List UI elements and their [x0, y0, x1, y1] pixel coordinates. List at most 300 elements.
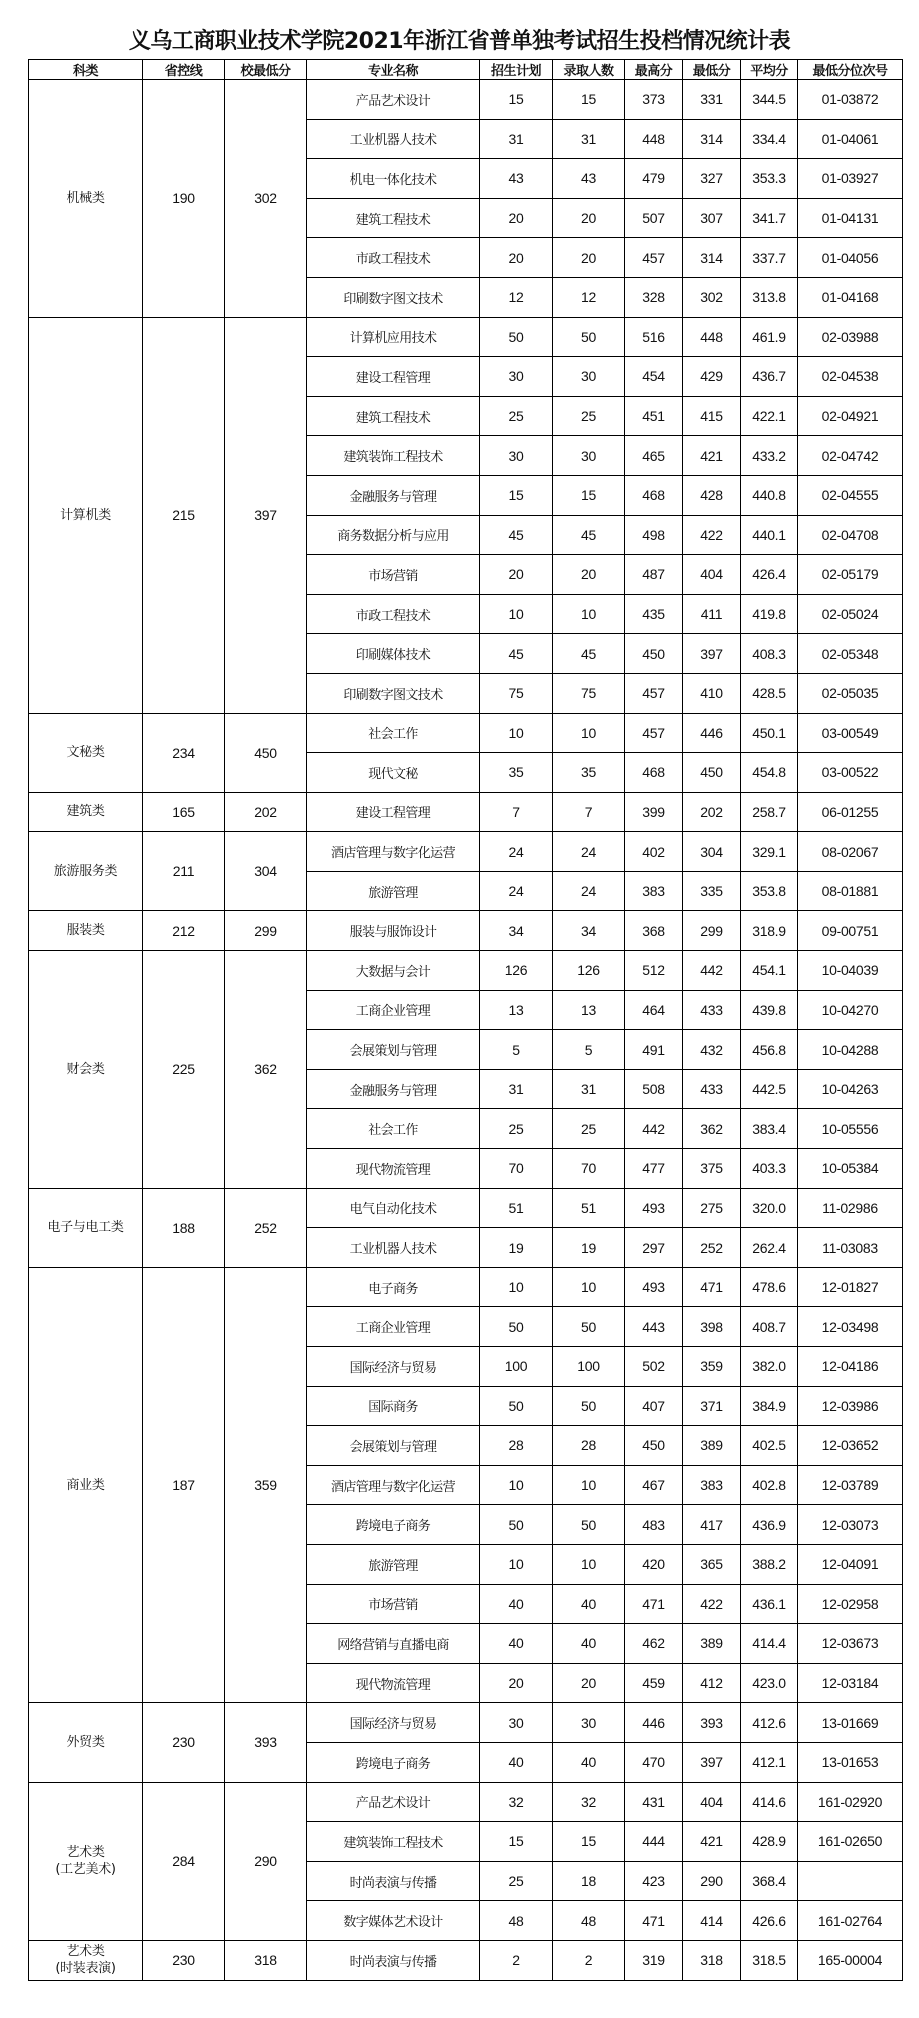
min-rank-cell: 12-03652 [798, 1426, 903, 1466]
category-cell: 建筑类 [29, 792, 143, 832]
plan-cell: 7 [480, 792, 553, 832]
max-score-cell: 328 [625, 277, 683, 317]
min-score-cell: 417 [683, 1505, 741, 1545]
avg-score-cell: 353.3 [741, 159, 798, 199]
min-rank-cell: 01-04131 [798, 198, 903, 238]
min-rank-cell: 06-01255 [798, 792, 903, 832]
major-name-cell: 国际经济与贸易 [307, 1703, 480, 1743]
category-cell: 财会类 [29, 951, 143, 1189]
max-score-cell: 483 [625, 1505, 683, 1545]
avg-score-cell: 414.6 [741, 1782, 798, 1822]
admitted-cell: 50 [553, 1505, 625, 1545]
table-row [29, 317, 903, 357]
min-rank-cell: 12-03073 [798, 1505, 903, 1545]
plan-cell: 31 [480, 119, 553, 159]
major-name-cell: 建筑装饰工程技术 [307, 1822, 480, 1862]
major-name-cell: 市场营销 [307, 1584, 480, 1624]
avg-score-cell: 337.7 [741, 238, 798, 278]
plan-cell: 30 [480, 357, 553, 397]
admitted-cell: 40 [553, 1742, 625, 1782]
school-min-cell: 252 [225, 1188, 307, 1267]
min-score-cell: 397 [683, 634, 741, 674]
school-min-cell: 318 [225, 1940, 307, 1980]
school-min-cell: 290 [225, 1782, 307, 1940]
min-score-cell: 365 [683, 1544, 741, 1584]
admitted-cell: 50 [553, 1307, 625, 1347]
min-rank-cell: 13-01653 [798, 1742, 903, 1782]
school-min-cell: 393 [225, 1703, 307, 1782]
major-name-cell: 跨境电子商务 [307, 1742, 480, 1782]
plan-cell: 13 [480, 990, 553, 1030]
avg-score-cell: 318.9 [741, 911, 798, 951]
min-score-cell: 433 [683, 1069, 741, 1109]
major-name-cell: 印刷媒体技术 [307, 634, 480, 674]
min-score-cell: 448 [683, 317, 741, 357]
control-line-cell: 284 [143, 1782, 225, 1940]
max-score-cell: 448 [625, 119, 683, 159]
min-score-cell: 389 [683, 1426, 741, 1466]
plan-cell: 43 [480, 159, 553, 199]
plan-cell: 50 [480, 1386, 553, 1426]
min-score-cell: 290 [683, 1861, 741, 1901]
major-name-cell: 产品艺术设计 [307, 80, 480, 120]
max-score-cell: 450 [625, 634, 683, 674]
min-rank-cell: 10-04263 [798, 1069, 903, 1109]
admitted-cell: 75 [553, 673, 625, 713]
major-name-cell: 旅游管理 [307, 871, 480, 911]
max-score-cell: 420 [625, 1544, 683, 1584]
min-score-cell: 314 [683, 238, 741, 278]
min-score-cell: 421 [683, 436, 741, 476]
major-name-cell: 工商企业管理 [307, 1307, 480, 1347]
plan-cell: 35 [480, 753, 553, 793]
max-score-cell: 383 [625, 871, 683, 911]
max-score-cell: 477 [625, 1149, 683, 1189]
control-line-cell: 234 [143, 713, 225, 792]
max-score-cell: 457 [625, 713, 683, 753]
avg-score-cell: 402.5 [741, 1426, 798, 1466]
major-name-cell: 建筑装饰工程技术 [307, 436, 480, 476]
min-rank-cell: 02-04921 [798, 396, 903, 436]
min-rank-cell: 12-04186 [798, 1347, 903, 1387]
avg-score-cell: 440.1 [741, 515, 798, 555]
category-cell: 商业类 [29, 1267, 143, 1703]
max-score-cell: 479 [625, 159, 683, 199]
major-name-cell: 产品艺术设计 [307, 1782, 480, 1822]
admitted-cell: 32 [553, 1782, 625, 1822]
min-rank-cell: 02-04555 [798, 475, 903, 515]
avg-score-cell: 353.8 [741, 871, 798, 911]
admitted-cell: 28 [553, 1426, 625, 1466]
avg-score-cell: 383.4 [741, 1109, 798, 1149]
admitted-cell: 10 [553, 713, 625, 753]
table-row [29, 1940, 903, 1980]
major-name-cell: 金融服务与管理 [307, 475, 480, 515]
avg-score-cell: 478.6 [741, 1267, 798, 1307]
plan-cell: 34 [480, 911, 553, 951]
avg-score-cell: 402.8 [741, 1465, 798, 1505]
min-rank-cell: 11-02986 [798, 1188, 903, 1228]
max-score-cell: 516 [625, 317, 683, 357]
max-score-cell: 465 [625, 436, 683, 476]
avg-score-cell: 403.3 [741, 1149, 798, 1189]
header-plan: 招生计划 [480, 60, 553, 80]
min-score-cell: 398 [683, 1307, 741, 1347]
plan-cell: 50 [480, 317, 553, 357]
table-row [29, 1703, 903, 1743]
plan-cell: 25 [480, 396, 553, 436]
school-min-cell: 397 [225, 317, 307, 713]
major-name-cell: 社会工作 [307, 1109, 480, 1149]
max-score-cell: 443 [625, 1307, 683, 1347]
admitted-cell: 20 [553, 555, 625, 595]
max-score-cell: 491 [625, 1030, 683, 1070]
max-score-cell: 487 [625, 555, 683, 595]
max-score-cell: 459 [625, 1663, 683, 1703]
admitted-cell: 126 [553, 951, 625, 991]
min-score-cell: 442 [683, 951, 741, 991]
admitted-cell: 10 [553, 1465, 625, 1505]
admitted-cell: 15 [553, 80, 625, 120]
min-rank-cell: 165-00004 [798, 1940, 903, 1980]
min-rank-cell: 01-03927 [798, 159, 903, 199]
major-name-cell: 建设工程管理 [307, 792, 480, 832]
avg-score-cell: 422.1 [741, 396, 798, 436]
max-score-cell: 471 [625, 1901, 683, 1941]
min-rank-cell: 12-01827 [798, 1267, 903, 1307]
plan-cell: 25 [480, 1109, 553, 1149]
min-rank-cell: 12-04091 [798, 1544, 903, 1584]
min-score-cell: 252 [683, 1228, 741, 1268]
min-score-cell: 432 [683, 1030, 741, 1070]
plan-cell: 48 [480, 1901, 553, 1941]
max-score-cell: 470 [625, 1742, 683, 1782]
avg-score-cell: 384.9 [741, 1386, 798, 1426]
min-score-cell: 411 [683, 594, 741, 634]
min-rank-cell: 01-04056 [798, 238, 903, 278]
avg-score-cell: 433.2 [741, 436, 798, 476]
admitted-cell: 24 [553, 832, 625, 872]
admitted-cell: 31 [553, 1069, 625, 1109]
admitted-cell: 50 [553, 317, 625, 357]
min-score-cell: 275 [683, 1188, 741, 1228]
header-major-name: 专业名称 [307, 60, 480, 80]
avg-score-cell: 408.3 [741, 634, 798, 674]
major-name-cell: 现代文秘 [307, 753, 480, 793]
avg-score-cell: 461.9 [741, 317, 798, 357]
min-score-cell: 415 [683, 396, 741, 436]
control-line-cell: 212 [143, 911, 225, 951]
major-name-cell: 网络营销与直播电商 [307, 1624, 480, 1664]
header-min-score: 最低分 [683, 60, 741, 80]
admitted-cell: 20 [553, 238, 625, 278]
category-cell: 文秘类 [29, 713, 143, 792]
major-name-cell: 会展策划与管理 [307, 1030, 480, 1070]
min-rank-cell: 10-04288 [798, 1030, 903, 1070]
avg-score-cell: 320.0 [741, 1188, 798, 1228]
max-score-cell: 498 [625, 515, 683, 555]
min-rank-cell [798, 1861, 903, 1901]
control-line-cell: 190 [143, 80, 225, 318]
avg-score-cell: 419.8 [741, 594, 798, 634]
min-rank-cell: 01-04168 [798, 277, 903, 317]
plan-cell: 15 [480, 1822, 553, 1862]
major-name-cell: 市政工程技术 [307, 594, 480, 634]
plan-cell: 70 [480, 1149, 553, 1189]
school-min-cell: 359 [225, 1267, 307, 1703]
admitted-cell: 10 [553, 1544, 625, 1584]
major-name-cell: 跨境电子商务 [307, 1505, 480, 1545]
plan-cell: 20 [480, 1663, 553, 1703]
plan-cell: 15 [480, 80, 553, 120]
min-score-cell: 304 [683, 832, 741, 872]
major-name-cell: 国际商务 [307, 1386, 480, 1426]
category-cell: 机械类 [29, 80, 143, 318]
header-control-line: 省控线 [143, 60, 225, 80]
min-score-cell: 404 [683, 555, 741, 595]
min-rank-cell: 10-04270 [798, 990, 903, 1030]
max-score-cell: 454 [625, 357, 683, 397]
max-score-cell: 457 [625, 673, 683, 713]
admission-table [28, 59, 903, 1981]
admitted-cell: 10 [553, 1267, 625, 1307]
plan-cell: 24 [480, 832, 553, 872]
plan-cell: 5 [480, 1030, 553, 1070]
max-score-cell: 442 [625, 1109, 683, 1149]
max-score-cell: 468 [625, 753, 683, 793]
admitted-cell: 100 [553, 1347, 625, 1387]
avg-score-cell: 388.2 [741, 1544, 798, 1584]
avg-score-cell: 334.4 [741, 119, 798, 159]
admitted-cell: 70 [553, 1149, 625, 1189]
avg-score-cell: 412.1 [741, 1742, 798, 1782]
school-min-cell: 362 [225, 951, 307, 1189]
avg-score-cell: 436.9 [741, 1505, 798, 1545]
plan-cell: 30 [480, 1703, 553, 1743]
plan-cell: 45 [480, 634, 553, 674]
plan-cell: 19 [480, 1228, 553, 1268]
min-rank-cell: 01-04061 [798, 119, 903, 159]
min-score-cell: 433 [683, 990, 741, 1030]
min-score-cell: 421 [683, 1822, 741, 1862]
plan-cell: 10 [480, 1267, 553, 1307]
header-row [29, 60, 903, 80]
admitted-cell: 43 [553, 159, 625, 199]
max-score-cell: 297 [625, 1228, 683, 1268]
min-rank-cell: 161-02920 [798, 1782, 903, 1822]
plan-cell: 100 [480, 1347, 553, 1387]
admitted-cell: 30 [553, 436, 625, 476]
max-score-cell: 368 [625, 911, 683, 951]
min-rank-cell: 10-05384 [798, 1149, 903, 1189]
plan-cell: 30 [480, 436, 553, 476]
avg-score-cell: 442.5 [741, 1069, 798, 1109]
plan-cell: 31 [480, 1069, 553, 1109]
min-score-cell: 422 [683, 515, 741, 555]
control-line-cell: 225 [143, 951, 225, 1189]
avg-score-cell: 456.8 [741, 1030, 798, 1070]
header-school-min: 校最低分 [225, 60, 307, 80]
avg-score-cell: 428.9 [741, 1822, 798, 1862]
major-name-cell: 酒店管理与数字化运营 [307, 1465, 480, 1505]
admitted-cell: 12 [553, 277, 625, 317]
admitted-cell: 24 [553, 871, 625, 911]
min-rank-cell: 02-04708 [798, 515, 903, 555]
avg-score-cell: 454.1 [741, 951, 798, 991]
admitted-cell: 10 [553, 594, 625, 634]
min-score-cell: 389 [683, 1624, 741, 1664]
min-score-cell: 359 [683, 1347, 741, 1387]
admitted-cell: 45 [553, 515, 625, 555]
major-name-cell: 旅游管理 [307, 1544, 480, 1584]
admitted-cell: 15 [553, 1822, 625, 1862]
plan-cell: 51 [480, 1188, 553, 1228]
control-line-cell: 165 [143, 792, 225, 832]
min-rank-cell: 08-01881 [798, 871, 903, 911]
plan-cell: 25 [480, 1861, 553, 1901]
avg-score-cell: 440.8 [741, 475, 798, 515]
admitted-cell: 34 [553, 911, 625, 951]
min-rank-cell: 09-00751 [798, 911, 903, 951]
admitted-cell: 30 [553, 357, 625, 397]
min-score-cell: 299 [683, 911, 741, 951]
header-avg-score: 平均分 [741, 60, 798, 80]
min-rank-cell: 02-05179 [798, 555, 903, 595]
plan-cell: 10 [480, 1544, 553, 1584]
max-score-cell: 493 [625, 1267, 683, 1307]
min-rank-cell: 12-03498 [798, 1307, 903, 1347]
plan-cell: 45 [480, 515, 553, 555]
max-score-cell: 444 [625, 1822, 683, 1862]
min-score-cell: 429 [683, 357, 741, 397]
category-cell: 计算机类 [29, 317, 143, 713]
major-name-cell: 商务数据分析与应用 [307, 515, 480, 555]
table-row [29, 832, 903, 872]
plan-cell: 10 [480, 1465, 553, 1505]
header-min-rank: 最低分位次号 [798, 60, 903, 80]
avg-score-cell: 382.0 [741, 1347, 798, 1387]
avg-score-cell: 436.1 [741, 1584, 798, 1624]
major-name-cell: 社会工作 [307, 713, 480, 753]
max-score-cell: 446 [625, 1703, 683, 1743]
min-score-cell: 397 [683, 1742, 741, 1782]
plan-cell: 126 [480, 951, 553, 991]
table-row [29, 1782, 903, 1822]
major-name-cell: 印刷数字图文技术 [307, 277, 480, 317]
plan-cell: 50 [480, 1505, 553, 1545]
avg-score-cell: 414.4 [741, 1624, 798, 1664]
avg-score-cell: 412.6 [741, 1703, 798, 1743]
avg-score-cell: 426.4 [741, 555, 798, 595]
admitted-cell: 48 [553, 1901, 625, 1941]
min-rank-cell: 03-00522 [798, 753, 903, 793]
major-name-cell: 电气自动化技术 [307, 1188, 480, 1228]
avg-score-cell: 341.7 [741, 198, 798, 238]
admitted-cell: 2 [553, 1940, 625, 1980]
avg-score-cell: 258.7 [741, 792, 798, 832]
min-score-cell: 410 [683, 673, 741, 713]
max-score-cell: 399 [625, 792, 683, 832]
avg-score-cell: 408.7 [741, 1307, 798, 1347]
major-name-cell: 服装与服饰设计 [307, 911, 480, 951]
min-rank-cell: 13-01669 [798, 1703, 903, 1743]
admitted-cell: 13 [553, 990, 625, 1030]
max-score-cell: 373 [625, 80, 683, 120]
plan-cell: 75 [480, 673, 553, 713]
table-row [29, 713, 903, 753]
admitted-cell: 35 [553, 753, 625, 793]
min-rank-cell: 10-04039 [798, 951, 903, 991]
plan-cell: 40 [480, 1624, 553, 1664]
min-score-cell: 450 [683, 753, 741, 793]
page-title: 义乌工商职业技术学院2021年浙江省普单独考试招生投档情况统计表 [128, 29, 791, 54]
min-rank-cell: 02-05348 [798, 634, 903, 674]
max-score-cell: 462 [625, 1624, 683, 1664]
major-name-cell: 国际经济与贸易 [307, 1347, 480, 1387]
avg-score-cell: 428.5 [741, 673, 798, 713]
plan-cell: 20 [480, 555, 553, 595]
admitted-cell: 40 [553, 1624, 625, 1664]
control-line-cell: 230 [143, 1703, 225, 1782]
major-name-cell: 现代物流管理 [307, 1149, 480, 1189]
major-name-cell: 建设工程管理 [307, 357, 480, 397]
control-line-cell: 211 [143, 832, 225, 911]
min-rank-cell: 12-03789 [798, 1465, 903, 1505]
max-score-cell: 319 [625, 1940, 683, 1980]
major-name-cell: 时尚表演与传播 [307, 1940, 480, 1980]
min-score-cell: 446 [683, 713, 741, 753]
major-name-cell: 时尚表演与传播 [307, 1861, 480, 1901]
max-score-cell: 464 [625, 990, 683, 1030]
plan-cell: 28 [480, 1426, 553, 1466]
major-name-cell: 电子商务 [307, 1267, 480, 1307]
max-score-cell: 468 [625, 475, 683, 515]
admitted-cell: 20 [553, 198, 625, 238]
min-rank-cell: 10-05556 [798, 1109, 903, 1149]
max-score-cell: 502 [625, 1347, 683, 1387]
major-name-cell: 现代物流管理 [307, 1663, 480, 1703]
admitted-cell: 15 [553, 475, 625, 515]
category-cell: 艺术类 (时装表演) [29, 1940, 143, 1980]
table-row [29, 951, 903, 991]
control-line-cell: 188 [143, 1188, 225, 1267]
major-name-cell: 市场营销 [307, 555, 480, 595]
min-score-cell: 414 [683, 1901, 741, 1941]
max-score-cell: 471 [625, 1584, 683, 1624]
admitted-cell: 30 [553, 1703, 625, 1743]
min-rank-cell: 12-03986 [798, 1386, 903, 1426]
admitted-cell: 19 [553, 1228, 625, 1268]
plan-cell: 20 [480, 198, 553, 238]
min-score-cell: 404 [683, 1782, 741, 1822]
plan-cell: 24 [480, 871, 553, 911]
plan-cell: 15 [480, 475, 553, 515]
min-rank-cell: 12-03184 [798, 1663, 903, 1703]
min-score-cell: 302 [683, 277, 741, 317]
major-name-cell: 建筑工程技术 [307, 396, 480, 436]
control-line-cell: 230 [143, 1940, 225, 1980]
min-score-cell: 375 [683, 1149, 741, 1189]
admitted-cell: 45 [553, 634, 625, 674]
header-admitted: 录取人数 [553, 60, 625, 80]
plan-cell: 32 [480, 1782, 553, 1822]
min-rank-cell: 02-05035 [798, 673, 903, 713]
min-score-cell: 314 [683, 119, 741, 159]
school-min-cell: 304 [225, 832, 307, 911]
major-name-cell: 大数据与会计 [307, 951, 480, 991]
major-name-cell: 计算机应用技术 [307, 317, 480, 357]
min-score-cell: 422 [683, 1584, 741, 1624]
